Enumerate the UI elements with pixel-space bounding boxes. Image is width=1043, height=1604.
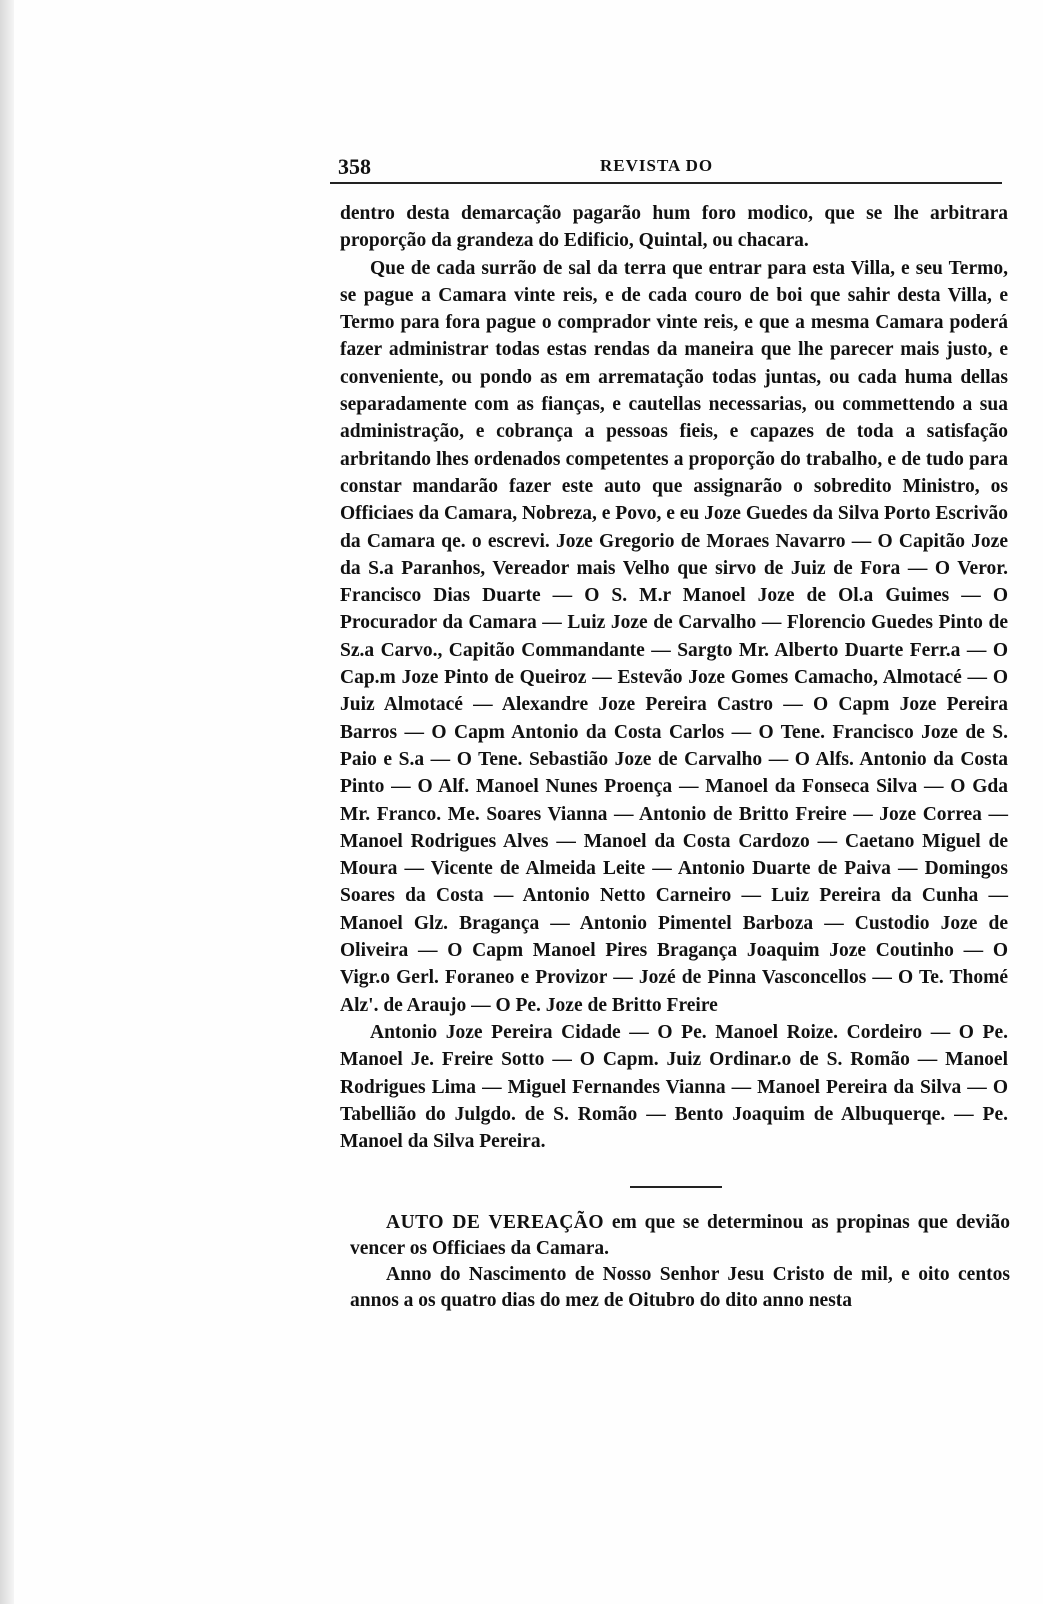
paragraph-1: dentro desta demarcação pagarão hum foro modico, que se lhe arbitrara proporção da grandeza do Edificio, Quintal, ou chacara. — [340, 203, 1008, 252]
running-head: REVISTA DO — [600, 156, 714, 175]
paragraph-2: Que de cada surrão de sal da terra que entrar para esta Villa, e seu Termo, se pague a Camara vinte reis, e de cada couro de boi que sahir desta Villa, e Termo para fora pague o comprador vinte reis, e que a mesma Camara poderá fazer administrar todas estas rendas da maneira que lhe parecer mais justo, e conveniente, ou pondo as em arrematação todas juntas, ou cada huma dellas separadamente com as fianças, e cautellas necessarias, ou commettendo a sua administração, e cobrança a pessoas fieis, e capazes de toda a satisfação arbritando lhes ordenados competentes a proporção do trabalho, e de tudo para constar mandarão fazer este auto que assignarão o sobredito Ministro, os Officiaes da Camara, Nobreza, e Povo, e eu Joze Guedes da Silva Porto Escrivão da Camara qe. o escrevi. Joze Gregorio de Moraes Navarro — O Capitão Joze da S.a Paranhos, Vereador mais Velho que sirvo de Juiz de Fora — O Veror. Francisco Dias Duarte — O S. M.r Manoel Joze de Ol.a Guimes — O Procurador da Camara — Luiz Joze de Carvalho — Florencio Guedes Pinto de Sz.a Carvo., Capitão Commandante — Sargto Mr. Alberto Duarte Ferr.a — O Cap.m Joze Pinto de Queiroz — Estevão Joze Gomes Camacho, Almotacé — O Juiz Almotacé — Alexandre Joze Pereira Castro — O Capm Joze Pereira Barros — O Capm Antonio da Costa Carlos — O Tene. Francisco Joze de S. Paio e S.a — O Tene. Sebastião Joze de Carvalho — O Alfs. Antonio da Costa Pinto — O Alf. Manoel Nunes Proença — Manoel da Fonseca Silva — O Gda Mr. Franco. Me. Soares Vianna — Antonio de Britto Freire — Joze Correa — Manoel Rodrigues Alves — Manoel da Costa Cardozo — Caetano Miguel de Moura — Vicente de Almeida Leite — Antonio Duarte de Paiva — Domingos Soares da Costa — Antonio Netto Carneiro — Luiz Pereira da Cunha — Manoel Glz. Bragança — Antonio Pimentel Barboza — Custodio Joze de Oliveira — O Capm Manoel Pires Bragança Joaquim Joze Coutinho — O Vigr.o Gerl. Foraneo e Provizor — Jozé de Pinna Vasconcellos — O Te. Thomé Alz'. de Araujo — O Pe. Joze de Britto Freire — [340, 257, 1008, 1016]
section-paragraph: Anno do Nascimento de Nosso Senhor Jesu Cristo de mil, e oito centos annos a os quatro dias do mez de Oitubro do dito anno nesta — [350, 1264, 1010, 1311]
section-heading-caps: AUTO DE VEREAÇÃO — [386, 1212, 605, 1233]
header-rule — [330, 182, 1002, 184]
page-gutter — [0, 0, 14, 1604]
section-heading-rest: em que se determinou as propinas que devião vencer os Officiaes da Camara. — [350, 1212, 1010, 1259]
paragraph-3: Antonio Joze Pereira Cidade — O Pe. Manoel Roize. Cordeiro — O Pe. Manoel Je. Freire Sotto — O Capm. Juiz Ordinar.o de S. Romão — Manoel Rodrigues Lima — Miguel Fernandes Vianna — Manoel Pereira da Silva — O Tabellião do Julgdo. de S. Romão — Bento Joaquim de Albuquerqe. — Pe. Manoel da Silva Pereira. — [340, 1021, 1008, 1153]
section-auto-vereacao — [350, 1210, 1010, 1314]
page-header — [338, 148, 998, 178]
page-number: 358 — [338, 154, 371, 179]
body-text — [340, 200, 1008, 1155]
section-heading — [350, 1210, 1010, 1262]
section-divider — [630, 1186, 722, 1188]
